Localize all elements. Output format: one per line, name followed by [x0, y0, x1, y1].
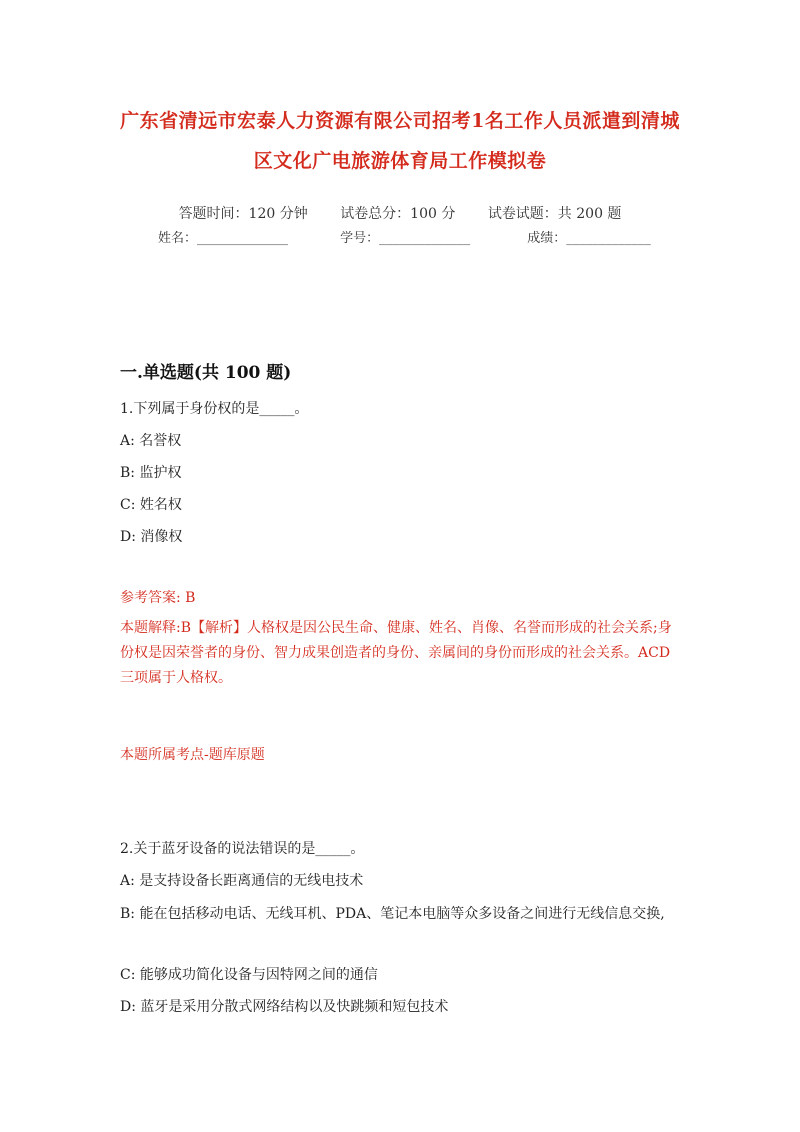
name-field: 姓名：______________ [158, 231, 289, 246]
question-1-source: 本题所属考点-题库原题 [120, 747, 265, 763]
page-title-line2: 区文化广电旅游体育局工作模拟卷 [253, 150, 547, 172]
score-field: 成绩：_____________ [527, 231, 651, 246]
question-2-option-a: A: 是支持设备长距离通信的无线电技术 [120, 873, 364, 889]
question-2-option-b: B: 能在包括移动电话、无线耳机、PDA、笔记本电脑等众多设备之间进行无线信息交换, [120, 906, 665, 922]
question-1-option-a: A: 名誉权 [120, 433, 182, 449]
section-heading: 一.单选题(共 100 题) [120, 363, 292, 383]
question-2-stem: 2.关于蓝牙设备的说法错误的是_____。 [120, 841, 365, 857]
question-1-option-c: C: 姓名权 [120, 497, 182, 513]
question-1-answer: 参考答案: B [120, 590, 196, 606]
question-2-option-c: C: 能够成功简化设备与因特网之间的通信 [120, 967, 378, 983]
student-info [158, 227, 651, 246]
question-1-stem: 1.下列属于身份权的是_____。 [120, 401, 309, 417]
student-number-field: 学号：______________ [340, 231, 471, 246]
question-2-option-d: D: 蓝牙是采用分散式网络结构以及快跳频和短包技术 [120, 999, 449, 1015]
exam-total-score: 试卷总分：100 分 [340, 206, 456, 222]
question-1-option-d: D: 消像权 [120, 529, 183, 545]
question-1-explanation: 本题解释:B【解析】人格权是因公民生命、健康、姓名、肖像、名誉而形成的社会关系;身份权是因荣誉者的身份、智力成果创造者的身份、亲属间的身份而形成的社会关系。ACD 三项属于人格权。 [120, 620, 672, 686]
question-1-option-b: B: 监护权 [120, 465, 182, 481]
exam-meta [0, 203, 800, 223]
exam-time: 答题时间：120 分钟 [178, 206, 308, 222]
page-title-line1: 广东省清远市宏泰人力资源有限公司招考1名工作人员派遣到清城 [120, 110, 680, 132]
exam-question-count: 试卷试题：共 200 题 [487, 206, 622, 222]
